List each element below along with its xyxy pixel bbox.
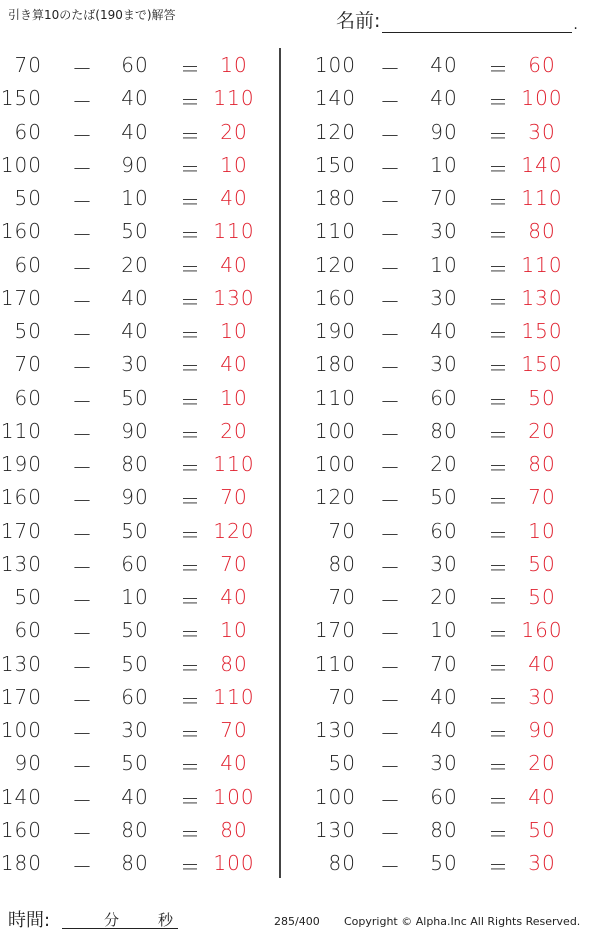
equals-sign: ＝: [488, 522, 509, 547]
equals-sign: ＝: [180, 589, 201, 613]
equals-sign: ＝: [180, 788, 201, 813]
equals-sign: ＝: [488, 156, 509, 181]
equals-sign: ＝: [488, 855, 509, 879]
subtrahend: 10: [430, 252, 458, 277]
minus-sign: －: [72, 655, 93, 680]
minus-sign: －: [72, 356, 93, 381]
answer: 10: [220, 53, 248, 77]
subtrahend: 30: [430, 285, 458, 310]
column-divider: [279, 48, 281, 878]
equals-sign: ＝: [180, 356, 201, 381]
subtrahend: 80: [121, 851, 149, 875]
answer: 40: [528, 784, 556, 809]
subtrahend: 90: [121, 152, 149, 177]
subtrahend: 10: [430, 618, 458, 643]
minuend: 170: [314, 618, 356, 643]
subtrahend: 50: [121, 385, 149, 410]
minuend: 110: [314, 385, 356, 410]
minus-sign: －: [72, 123, 93, 148]
equals-sign: ＝: [180, 422, 201, 447]
minus-sign: －: [380, 821, 401, 846]
answer: 110: [213, 86, 255, 111]
equals-sign: ＝: [180, 223, 201, 248]
minus-sign: －: [72, 788, 93, 813]
answer: 30: [528, 684, 556, 709]
subtrahend: 90: [121, 485, 149, 510]
minus-sign: －: [380, 223, 401, 248]
equals-sign: ＝: [180, 90, 201, 115]
minus-sign: －: [72, 456, 93, 480]
minus-sign: －: [72, 855, 93, 879]
minuend: 70: [14, 53, 42, 77]
equals-sign: ＝: [488, 190, 509, 214]
minuend: 60: [14, 252, 42, 277]
subtrahend: 80: [430, 817, 458, 842]
minus-sign: －: [380, 90, 401, 115]
footer: [8, 906, 600, 932]
minuend: 130: [0, 551, 42, 576]
answer: 10: [220, 152, 248, 177]
subtrahend: 10: [121, 186, 149, 210]
equals-sign: ＝: [488, 289, 509, 314]
subtrahend: 60: [121, 684, 149, 709]
answer: 110: [213, 684, 255, 709]
equals-sign: ＝: [180, 821, 201, 846]
equals-sign: ＝: [488, 123, 509, 148]
answer: 50: [528, 817, 556, 842]
minutes-label: 分: [104, 911, 120, 929]
minus-sign: －: [72, 821, 93, 846]
equals-sign: ＝: [488, 57, 509, 81]
minuend: 130: [314, 817, 356, 842]
minus-sign: －: [72, 522, 93, 547]
minus-sign: －: [72, 622, 93, 647]
minus-sign: －: [72, 755, 93, 780]
answer: 130: [521, 285, 563, 310]
subtrahend: 40: [430, 86, 458, 111]
equals-sign: ＝: [488, 622, 509, 647]
minus-sign: －: [380, 323, 401, 347]
subtrahend: 50: [121, 651, 149, 676]
minuend: 170: [0, 518, 42, 543]
minus-sign: －: [72, 90, 93, 115]
subtrahend: 70: [430, 186, 458, 210]
minus-sign: －: [72, 223, 93, 248]
answer: 40: [220, 585, 248, 609]
name-block: [336, 6, 578, 33]
answer: 40: [220, 352, 248, 377]
minuend: 180: [314, 186, 356, 210]
equals-sign: ＝: [488, 688, 509, 713]
equals-sign: ＝: [180, 855, 201, 879]
minus-sign: －: [380, 422, 401, 447]
answer: 70: [220, 718, 248, 742]
minus-sign: －: [380, 855, 401, 879]
subtrahend: 50: [121, 518, 149, 543]
answer: 20: [528, 418, 556, 443]
minuend: 160: [0, 219, 42, 244]
answer: 70: [220, 485, 248, 510]
subtrahend: 60: [430, 784, 458, 809]
minuend: 170: [0, 684, 42, 709]
equals-sign: ＝: [180, 755, 201, 780]
equals-sign: ＝: [180, 722, 201, 746]
answer: 100: [213, 851, 255, 875]
answer: 30: [528, 119, 556, 144]
minus-sign: －: [72, 323, 93, 347]
equals-sign: ＝: [488, 389, 509, 414]
subtrahend: 40: [430, 684, 458, 709]
equals-sign: ＝: [488, 555, 509, 580]
subtrahend: 30: [430, 352, 458, 377]
minus-sign: －: [380, 622, 401, 647]
answer: 110: [521, 252, 563, 277]
minuend: 190: [314, 319, 356, 343]
equals-sign: ＝: [488, 323, 509, 347]
minuend: 150: [0, 86, 42, 111]
minuend: 120: [314, 119, 356, 144]
subtrahend: 40: [430, 718, 458, 742]
minus-sign: －: [380, 489, 401, 514]
subtrahend: 40: [121, 285, 149, 310]
minuend: 60: [14, 119, 42, 144]
subtrahend: 50: [430, 485, 458, 510]
minus-sign: －: [380, 589, 401, 613]
minus-sign: －: [72, 555, 93, 580]
minuend: 130: [314, 718, 356, 742]
minuend: 170: [0, 285, 42, 310]
minus-sign: －: [380, 788, 401, 813]
answer: 50: [528, 585, 556, 609]
minus-sign: －: [72, 57, 93, 81]
minuend: 160: [314, 285, 356, 310]
minus-sign: －: [380, 456, 401, 480]
minus-sign: －: [380, 123, 401, 148]
minuend: 70: [328, 585, 356, 609]
answer: 20: [220, 418, 248, 443]
equals-sign: ＝: [488, 788, 509, 813]
equals-sign: ＝: [180, 156, 201, 181]
minus-sign: －: [380, 655, 401, 680]
answer: 120: [213, 518, 255, 543]
answer: 50: [528, 551, 556, 576]
answer: 30: [528, 851, 556, 875]
subtrahend: 60: [430, 385, 458, 410]
minus-sign: －: [380, 356, 401, 381]
subtrahend: 30: [121, 718, 149, 742]
minus-sign: －: [72, 722, 93, 746]
minuend: 100: [314, 53, 356, 77]
equals-sign: ＝: [180, 655, 201, 680]
subtrahend: 30: [121, 352, 149, 377]
minuend: 140: [314, 86, 356, 111]
minuend: 110: [314, 219, 356, 244]
minuend: 160: [0, 485, 42, 510]
equals-sign: ＝: [180, 289, 201, 314]
subtrahend: 10: [121, 585, 149, 609]
minus-sign: －: [72, 489, 93, 514]
equals-sign: ＝: [488, 589, 509, 613]
minus-sign: －: [380, 156, 401, 181]
answer: 20: [528, 751, 556, 776]
answer: 90: [528, 718, 556, 742]
minuend: 100: [314, 418, 356, 443]
subtrahend: 40: [121, 319, 149, 343]
minuend: 70: [328, 518, 356, 543]
answer: 10: [220, 319, 248, 343]
equals-sign: ＝: [180, 256, 201, 281]
subtrahend: 80: [121, 452, 149, 476]
subtrahend: 40: [121, 119, 149, 144]
minuend: 60: [14, 385, 42, 410]
minuend: 100: [0, 718, 42, 742]
minuend: 50: [328, 751, 356, 776]
subtrahend: 50: [430, 851, 458, 875]
subtrahend: 70: [430, 651, 458, 676]
answer: 60: [528, 53, 556, 77]
equals-sign: ＝: [180, 323, 201, 347]
minuend: 50: [14, 186, 42, 210]
equals-sign: ＝: [488, 256, 509, 281]
equals-sign: ＝: [180, 555, 201, 580]
answer: 100: [521, 86, 563, 111]
answer: 80: [528, 452, 556, 476]
seconds-label: 秒: [158, 911, 174, 929]
subtrahend: 30: [430, 751, 458, 776]
minus-sign: －: [72, 389, 93, 414]
minuend: 160: [0, 817, 42, 842]
equals-sign: ＝: [488, 722, 509, 746]
minus-sign: －: [72, 289, 93, 314]
minuend: 140: [0, 784, 42, 809]
subtrahend: 20: [121, 252, 149, 277]
equals-sign: ＝: [488, 821, 509, 846]
equals-sign: ＝: [180, 57, 201, 81]
minuend: 90: [14, 751, 42, 776]
minus-sign: －: [380, 389, 401, 414]
answer: 150: [521, 352, 563, 377]
minuend: 70: [14, 352, 42, 377]
answer: 50: [528, 385, 556, 410]
minuend: 120: [314, 485, 356, 510]
minuend: 130: [0, 651, 42, 676]
minuend: 100: [314, 452, 356, 476]
subtrahend: 20: [430, 452, 458, 476]
minuend: 110: [0, 418, 42, 443]
answer: 40: [220, 751, 248, 776]
answer: 80: [220, 651, 248, 676]
minus-sign: －: [72, 156, 93, 181]
minuend: 50: [14, 319, 42, 343]
minuend: 180: [314, 352, 356, 377]
answer: 100: [213, 784, 255, 809]
page-number: 285/400: [274, 915, 320, 928]
answer: 40: [220, 186, 248, 210]
subtrahend: 60: [121, 551, 149, 576]
equals-sign: ＝: [488, 223, 509, 248]
equals-sign: ＝: [180, 123, 201, 148]
minuend: 180: [0, 851, 42, 875]
subtrahend: 90: [121, 418, 149, 443]
equals-sign: ＝: [180, 522, 201, 547]
minuend: 60: [14, 618, 42, 643]
answer: 80: [528, 219, 556, 244]
answer: 110: [213, 219, 255, 244]
equals-sign: ＝: [180, 456, 201, 480]
equals-sign: ＝: [180, 622, 201, 647]
time-label: 時間:: [8, 910, 51, 931]
answer: 110: [213, 452, 255, 476]
equals-sign: ＝: [488, 655, 509, 680]
answer: 10: [528, 518, 556, 543]
equals-sign: ＝: [488, 422, 509, 447]
answer: 40: [220, 252, 248, 277]
minus-sign: －: [72, 589, 93, 613]
answer: 10: [220, 618, 248, 643]
subtrahend: 40: [430, 319, 458, 343]
answer: 160: [521, 618, 563, 643]
copyright: Copyright © Alpha.Inc All Rights Reserved.: [344, 915, 581, 928]
minus-sign: －: [380, 522, 401, 547]
minuend: 120: [314, 252, 356, 277]
answer: 70: [528, 485, 556, 510]
minuend: 190: [0, 452, 42, 476]
minus-sign: －: [380, 688, 401, 713]
subtrahend: 30: [430, 551, 458, 576]
answer: 10: [220, 385, 248, 410]
subtrahend: 40: [121, 784, 149, 809]
answer: 140: [521, 152, 563, 177]
minus-sign: －: [380, 289, 401, 314]
minuend: 100: [0, 152, 42, 177]
subtrahend: 40: [121, 86, 149, 111]
minus-sign: －: [72, 688, 93, 713]
minus-sign: －: [72, 422, 93, 447]
time-field: [8, 906, 50, 932]
equals-sign: ＝: [180, 389, 201, 414]
minus-sign: －: [380, 555, 401, 580]
worksheet-title: 引き算10のたば(190まで)解答: [8, 8, 176, 22]
name-line: [382, 12, 572, 33]
minus-sign: －: [380, 190, 401, 214]
answer: 80: [220, 817, 248, 842]
answer: 20: [220, 119, 248, 144]
minuend: 100: [314, 784, 356, 809]
minuend: 80: [328, 851, 356, 875]
minuend: 70: [328, 684, 356, 709]
minus-sign: －: [380, 256, 401, 281]
name-label: 名前:: [336, 10, 381, 32]
subtrahend: 80: [121, 817, 149, 842]
equals-sign: ＝: [180, 489, 201, 514]
answer: 150: [521, 319, 563, 343]
minus-sign: －: [380, 722, 401, 746]
subtrahend: 90: [430, 119, 458, 144]
minus-sign: －: [380, 57, 401, 81]
minuend: 80: [328, 551, 356, 576]
equals-sign: ＝: [180, 190, 201, 214]
subtrahend: 60: [121, 53, 149, 77]
minus-sign: －: [380, 755, 401, 780]
subtrahend: 30: [430, 219, 458, 244]
answer: 70: [220, 551, 248, 576]
minuend: 50: [14, 585, 42, 609]
equals-sign: ＝: [180, 688, 201, 713]
equals-sign: ＝: [488, 90, 509, 115]
subtrahend: 20: [430, 585, 458, 609]
subtrahend: 10: [430, 152, 458, 177]
equals-sign: ＝: [488, 456, 509, 480]
subtrahend: 50: [121, 618, 149, 643]
answer: 40: [528, 651, 556, 676]
answer: 130: [213, 285, 255, 310]
equals-sign: ＝: [488, 755, 509, 780]
minuend: 150: [314, 152, 356, 177]
subtrahend: 40: [430, 53, 458, 77]
minuend: 110: [314, 651, 356, 676]
name-end-dot: .: [573, 17, 578, 33]
answer: 110: [521, 186, 563, 210]
subtrahend: 50: [121, 219, 149, 244]
equals-sign: ＝: [488, 356, 509, 381]
subtrahend: 60: [430, 518, 458, 543]
minus-sign: －: [72, 190, 93, 214]
equals-sign: ＝: [488, 489, 509, 514]
subtrahend: 50: [121, 751, 149, 776]
subtrahend: 80: [430, 418, 458, 443]
minus-sign: －: [72, 256, 93, 281]
